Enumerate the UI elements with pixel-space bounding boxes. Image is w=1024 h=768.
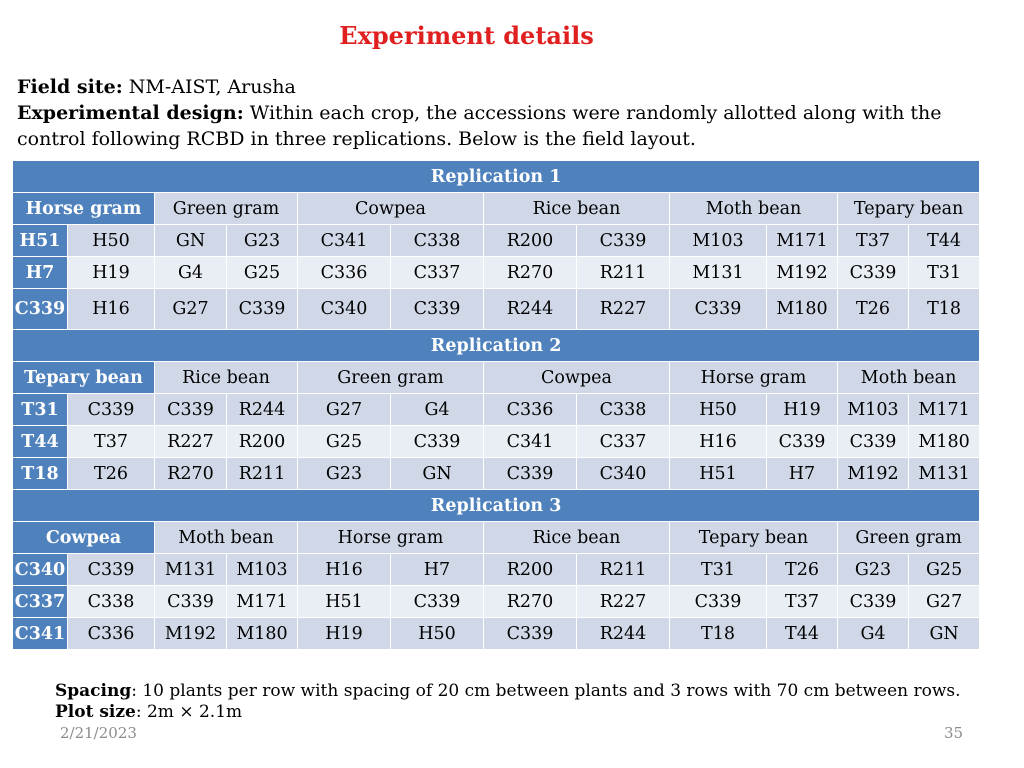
accession-cell: H50	[391, 618, 484, 650]
accession-cell: M171	[909, 394, 980, 426]
table-row	[13, 394, 980, 426]
accession-cell: H51	[670, 458, 767, 490]
accession-cell: C341	[298, 225, 391, 257]
accession-cell: C339	[484, 618, 577, 650]
accession-cell: C339	[838, 257, 909, 289]
accession-cell: C339	[767, 426, 838, 458]
accession-cell: R211	[577, 554, 670, 586]
accession-cell: C339	[391, 586, 484, 618]
table-row	[13, 554, 980, 586]
accession-cell: C339	[670, 289, 767, 330]
accession-cell: T31	[670, 554, 767, 586]
accession-cell: G25	[227, 257, 298, 289]
replication-title: Replication 1	[13, 161, 980, 193]
design-value: Within each crop, the accessions were randomly allotted along with the control following RCBD in three replications. Below is the field layout.	[17, 102, 942, 150]
accession-cell: R211	[227, 458, 298, 490]
crop-header: Horse gram	[298, 522, 484, 554]
row-head-cell: C341	[13, 618, 68, 650]
slide-date: 2/21/2023	[60, 724, 137, 742]
field-site-label: Field site:	[17, 76, 123, 98]
accession-cell: G27	[155, 289, 227, 330]
crop-header-row	[13, 522, 980, 554]
crop-header: Green gram	[155, 193, 298, 225]
accession-cell: G4	[838, 618, 909, 650]
intro-text	[17, 74, 977, 152]
accession-cell: H16	[68, 289, 155, 330]
accession-cell: M103	[838, 394, 909, 426]
accession-cell: M103	[670, 225, 767, 257]
accession-cell: H16	[298, 554, 391, 586]
accession-cell: R227	[577, 586, 670, 618]
plot-size-label: Plot size	[55, 702, 136, 722]
accession-cell: R227	[155, 426, 227, 458]
accession-cell: T37	[767, 586, 838, 618]
replication-header-row	[13, 490, 980, 522]
accession-cell: G25	[909, 554, 980, 586]
accession-cell: R270	[484, 586, 577, 618]
accession-cell: C338	[68, 586, 155, 618]
replication-header-row	[13, 161, 980, 193]
crop-header: Rice bean	[484, 193, 670, 225]
accession-cell: M131	[909, 458, 980, 490]
accession-cell: C339	[68, 554, 155, 586]
accession-cell: R227	[577, 289, 670, 330]
accession-cell: T26	[838, 289, 909, 330]
accession-cell: T37	[838, 225, 909, 257]
accession-cell: C339	[391, 426, 484, 458]
accession-cell: C336	[68, 618, 155, 650]
design-line	[17, 100, 977, 152]
accession-cell: H7	[391, 554, 484, 586]
accession-cell: C337	[391, 257, 484, 289]
crop-header-row	[13, 362, 980, 394]
accession-cell: G27	[298, 394, 391, 426]
row-head-cell: H51	[13, 225, 68, 257]
accession-cell: T44	[909, 225, 980, 257]
crop-header-row	[13, 193, 980, 225]
accession-cell: C339	[68, 394, 155, 426]
accession-cell: G23	[227, 225, 298, 257]
accession-cell: C339	[838, 426, 909, 458]
accession-cell: T26	[767, 554, 838, 586]
crop-header: Cowpea	[13, 522, 155, 554]
table-row	[13, 257, 980, 289]
accession-cell: M180	[227, 618, 298, 650]
accession-cell: M180	[767, 289, 838, 330]
crop-header: Horse gram	[13, 193, 155, 225]
accession-cell: G23	[298, 458, 391, 490]
accession-cell: C339	[670, 586, 767, 618]
accession-cell: T37	[68, 426, 155, 458]
field-site-line	[17, 74, 977, 100]
accession-cell: T18	[909, 289, 980, 330]
crop-header: Tepary bean	[13, 362, 155, 394]
accession-cell: C337	[577, 426, 670, 458]
accession-cell: T44	[767, 618, 838, 650]
accession-cell: R244	[577, 618, 670, 650]
accession-cell: R200	[484, 225, 577, 257]
accession-cell: C340	[298, 289, 391, 330]
accession-cell: H50	[670, 394, 767, 426]
table-row	[13, 225, 980, 257]
plot-size-line	[55, 702, 961, 723]
replication-title: Replication 3	[13, 490, 980, 522]
crop-header: Green gram	[838, 522, 980, 554]
crop-header: Cowpea	[298, 193, 484, 225]
accession-cell: C336	[484, 394, 577, 426]
footer-notes	[55, 681, 961, 723]
accession-cell: T31	[909, 257, 980, 289]
accession-cell: M192	[155, 618, 227, 650]
plot-size-value: : 2m × 2.1m	[135, 702, 243, 722]
accession-cell: M131	[670, 257, 767, 289]
accession-cell: R211	[577, 257, 670, 289]
accession-cell: R270	[484, 257, 577, 289]
field-site-value: NM-AIST, Arusha	[122, 76, 296, 98]
page-title: Experiment details	[339, 21, 594, 50]
accession-cell: T26	[68, 458, 155, 490]
accession-cell: C339	[838, 586, 909, 618]
accession-cell: R200	[227, 426, 298, 458]
crop-header: Green gram	[298, 362, 484, 394]
accession-cell: M131	[155, 554, 227, 586]
accession-cell: C339	[155, 586, 227, 618]
accession-cell: GN	[391, 458, 484, 490]
accession-cell: C338	[577, 394, 670, 426]
accession-cell: M192	[838, 458, 909, 490]
crop-header: Rice bean	[155, 362, 298, 394]
accession-cell: T18	[670, 618, 767, 650]
accession-cell: G25	[298, 426, 391, 458]
crop-header: Moth bean	[670, 193, 838, 225]
accession-cell: C338	[391, 225, 484, 257]
spacing-line	[55, 681, 961, 702]
accession-cell: C340	[577, 458, 670, 490]
accession-cell: C339	[155, 394, 227, 426]
row-head-cell: T18	[13, 458, 68, 490]
row-head-cell: C337	[13, 586, 68, 618]
accession-cell: C341	[484, 426, 577, 458]
accession-cell: G23	[838, 554, 909, 586]
accession-cell: G27	[909, 586, 980, 618]
accession-cell: M180	[909, 426, 980, 458]
field-layout-table	[12, 160, 980, 650]
accession-cell: H19	[298, 618, 391, 650]
accession-cell: G4	[391, 394, 484, 426]
crop-header: Rice bean	[484, 522, 670, 554]
spacing-label: Spacing	[55, 681, 132, 701]
accession-cell: M192	[767, 257, 838, 289]
accession-cell: G4	[155, 257, 227, 289]
accession-cell: R244	[484, 289, 577, 330]
design-label: Experimental design:	[17, 102, 244, 124]
accession-cell: C339	[484, 458, 577, 490]
row-head-cell: C339	[13, 289, 68, 330]
table-row	[13, 426, 980, 458]
accession-cell: C339	[227, 289, 298, 330]
accession-cell: H19	[767, 394, 838, 426]
accession-cell: GN	[909, 618, 980, 650]
accession-cell: H19	[68, 257, 155, 289]
table-row	[13, 458, 980, 490]
spacing-value: : 10 plants per row with spacing of 20 cm between plants and 3 rows with 70 cm between rows.	[131, 681, 961, 701]
row-head-cell: T44	[13, 426, 68, 458]
accession-cell: C339	[577, 225, 670, 257]
replication-header-row	[13, 330, 980, 362]
table-row	[13, 618, 980, 650]
crop-header: Horse gram	[670, 362, 838, 394]
accession-cell: M103	[227, 554, 298, 586]
accession-cell: R200	[484, 554, 577, 586]
accession-cell: C336	[298, 257, 391, 289]
accession-cell: R270	[155, 458, 227, 490]
accession-cell: H50	[68, 225, 155, 257]
table-row	[13, 289, 980, 330]
crop-header: Moth bean	[838, 362, 980, 394]
crop-header: Moth bean	[155, 522, 298, 554]
accession-cell: M171	[767, 225, 838, 257]
accession-cell: R244	[227, 394, 298, 426]
accession-cell: H16	[670, 426, 767, 458]
slide-number: 35	[944, 724, 964, 742]
accession-cell: H51	[298, 586, 391, 618]
table-row	[13, 586, 980, 618]
row-head-cell: H7	[13, 257, 68, 289]
crop-header: Tepary bean	[838, 193, 980, 225]
crop-header: Cowpea	[484, 362, 670, 394]
row-head-cell: C340	[13, 554, 68, 586]
row-head-cell: T31	[13, 394, 68, 426]
accession-cell: M171	[227, 586, 298, 618]
crop-header: Tepary bean	[670, 522, 838, 554]
accession-cell: H7	[767, 458, 838, 490]
replication-title: Replication 2	[13, 330, 980, 362]
accession-cell: GN	[155, 225, 227, 257]
accession-cell: C339	[391, 289, 484, 330]
